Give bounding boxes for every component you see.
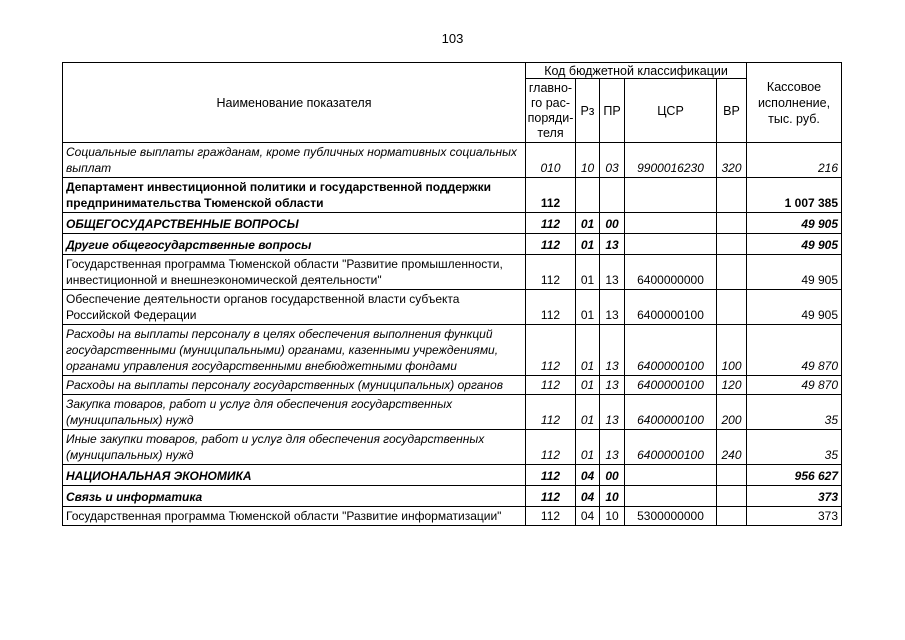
cell-amount: 35 [747, 395, 842, 430]
cell-csr [625, 465, 717, 486]
cell-name: Департамент инвестиционной политики и государственной поддержки предпринимательства Тюменской области [63, 178, 526, 213]
cell-pr: 10 [600, 507, 625, 526]
cell-csr: 6400000100 [625, 430, 717, 465]
cell-amount: 49 870 [747, 325, 842, 376]
cell-vr: 240 [717, 430, 747, 465]
cell-amount: 216 [747, 143, 842, 178]
cell-vr [717, 255, 747, 290]
cell-name: Обеспечение деятельности органов государственной власти субъекта Российской Федерации [63, 290, 526, 325]
cell-pr: 00 [600, 213, 625, 234]
cell-pr: 13 [600, 255, 625, 290]
cell-rz: 01 [576, 255, 600, 290]
table-row [63, 465, 842, 486]
cell-rz: 01 [576, 234, 600, 255]
cell-amount: 35 [747, 430, 842, 465]
header-csr: ЦСР [625, 79, 717, 143]
cell-csr [625, 213, 717, 234]
cell-vr [717, 178, 747, 213]
cell-pr: 13 [600, 325, 625, 376]
cell-csr: 6400000100 [625, 376, 717, 395]
cell-vr: 320 [717, 143, 747, 178]
table-row [63, 255, 842, 290]
cell-pr: 13 [600, 290, 625, 325]
cell-name: Расходы на выплаты персоналу в целях обеспечения выполнения функций государственными (муниципальными) органами, казенными учреждениями, органами управления государственными внебюджетными фондами [63, 325, 526, 376]
cell-pr [600, 178, 625, 213]
table-row [63, 143, 842, 178]
cell-vr [717, 465, 747, 486]
cell-rz: 01 [576, 376, 600, 395]
cell-csr [625, 486, 717, 507]
cell-vr [717, 486, 747, 507]
cell-amount: 49 905 [747, 213, 842, 234]
cell-csr [625, 234, 717, 255]
header-amount: Кассовое исполнение, тыс. руб. [747, 63, 842, 143]
cell-name: Расходы на выплаты персоналу государственных (муниципальных) органов [63, 376, 526, 395]
cell-csr: 9900016230 [625, 143, 717, 178]
table-row [63, 507, 842, 526]
cell-vr [717, 507, 747, 526]
cell-csr: 6400000100 [625, 290, 717, 325]
cell-name: ОБЩЕГОСУДАРСТВЕННЫЕ ВОПРОСЫ [63, 213, 526, 234]
cell-glava: 112 [526, 255, 576, 290]
header-vr: ВР [717, 79, 747, 143]
page-number: 103 [441, 31, 464, 46]
cell-rz: 01 [576, 325, 600, 376]
cell-name: Государственная программа Тюменской области "Развитие информатизации" [63, 507, 526, 526]
cell-rz: 01 [576, 395, 600, 430]
cell-csr: 6400000100 [625, 325, 717, 376]
cell-pr: 03 [600, 143, 625, 178]
cell-pr: 13 [600, 376, 625, 395]
cell-amount: 49 870 [747, 376, 842, 395]
cell-glava: 010 [526, 143, 576, 178]
cell-rz: 01 [576, 213, 600, 234]
cell-name: Иные закупки товаров, работ и услуг для обеспечения государственных (муниципальных) нужд [63, 430, 526, 465]
cell-csr [625, 178, 717, 213]
cell-vr [717, 290, 747, 325]
header-glava: главно- го рас- поряди- теля [526, 79, 576, 143]
cell-vr [717, 234, 747, 255]
cell-amount: 49 905 [747, 290, 842, 325]
cell-csr: 6400000100 [625, 395, 717, 430]
cell-rz: 04 [576, 507, 600, 526]
budget-table [62, 62, 842, 526]
cell-pr: 10 [600, 486, 625, 507]
header-name: Наименование показателя [63, 63, 526, 143]
cell-name: НАЦИОНАЛЬНАЯ ЭКОНОМИКА [63, 465, 526, 486]
cell-pr: 00 [600, 465, 625, 486]
cell-pr: 13 [600, 395, 625, 430]
cell-glava: 112 [526, 376, 576, 395]
cell-vr: 120 [717, 376, 747, 395]
cell-csr: 6400000000 [625, 255, 717, 290]
table-row [63, 486, 842, 507]
cell-amount: 49 905 [747, 234, 842, 255]
table-row [63, 430, 842, 465]
table-row [63, 376, 842, 395]
cell-glava: 112 [526, 465, 576, 486]
cell-amount: 956 627 [747, 465, 842, 486]
header-rz: Рз [576, 79, 600, 143]
cell-name: Закупка товаров, работ и услуг для обеспечения государственных (муниципальных) нужд [63, 395, 526, 430]
cell-glava: 112 [526, 213, 576, 234]
cell-amount: 373 [747, 507, 842, 526]
cell-name: Связь и информатика [63, 486, 526, 507]
cell-glava: 112 [526, 486, 576, 507]
cell-csr: 5300000000 [625, 507, 717, 526]
cell-name: Социальные выплаты гражданам, кроме публичных нормативных социальных выплат [63, 143, 526, 178]
table-row [63, 325, 842, 376]
table-row [63, 234, 842, 255]
cell-name: Государственная программа Тюменской области "Развитие промышленности, инвестиционной и внешнеэкономической деятельности" [63, 255, 526, 290]
cell-glava: 112 [526, 178, 576, 213]
cell-rz: 04 [576, 465, 600, 486]
cell-vr [717, 213, 747, 234]
cell-rz: 04 [576, 486, 600, 507]
cell-glava: 112 [526, 234, 576, 255]
cell-amount: 373 [747, 486, 842, 507]
cell-vr: 100 [717, 325, 747, 376]
cell-pr: 13 [600, 430, 625, 465]
table-row [63, 213, 842, 234]
table-row [63, 178, 842, 213]
header-pr: ПР [600, 79, 625, 143]
cell-vr: 200 [717, 395, 747, 430]
cell-rz [576, 178, 600, 213]
cell-glava: 112 [526, 290, 576, 325]
cell-glava: 112 [526, 430, 576, 465]
cell-amount: 1 007 385 [747, 178, 842, 213]
cell-rz: 01 [576, 430, 600, 465]
cell-glava: 112 [526, 395, 576, 430]
header-code-group: Код бюджетной классификации [526, 63, 747, 79]
table-row [63, 395, 842, 430]
cell-glava: 112 [526, 507, 576, 526]
table-row [63, 290, 842, 325]
cell-rz: 10 [576, 143, 600, 178]
cell-name: Другие общегосударственные вопросы [63, 234, 526, 255]
cell-rz: 01 [576, 290, 600, 325]
cell-amount: 49 905 [747, 255, 842, 290]
cell-pr: 13 [600, 234, 625, 255]
cell-glava: 112 [526, 325, 576, 376]
